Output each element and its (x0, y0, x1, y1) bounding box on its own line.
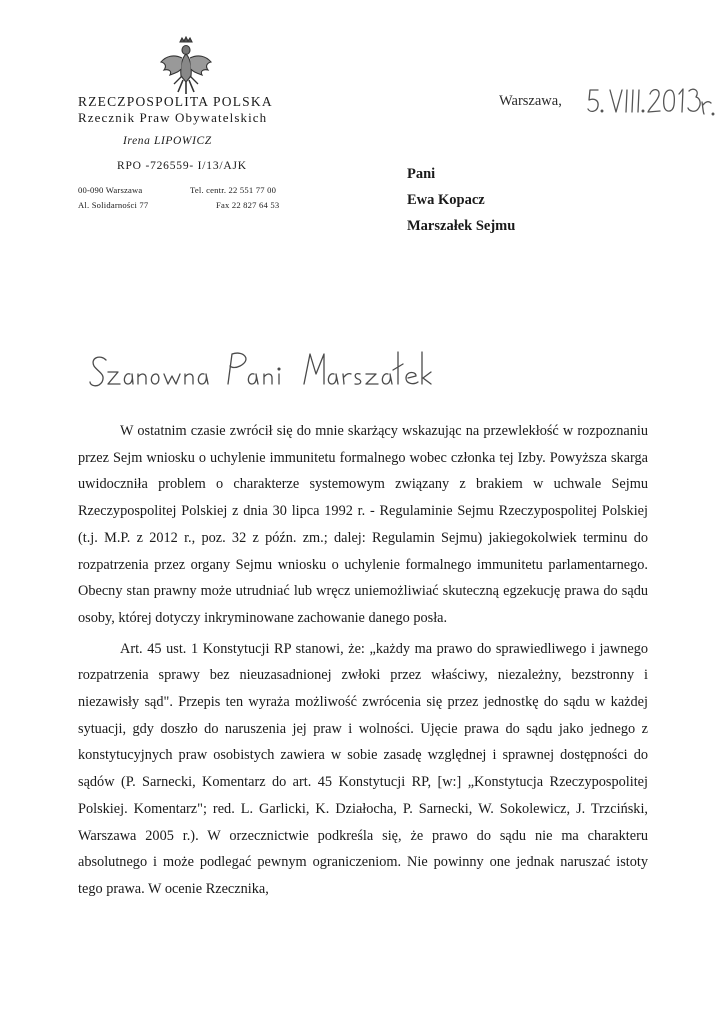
phone-number: Tel. centr. 22 551 77 00 (190, 185, 277, 195)
recipient-title: Marszałek Sejmu (407, 218, 516, 234)
letterhead-person: Irena LIPOWICZ (123, 135, 212, 147)
fax-number: Fax 22 827 64 53 (216, 200, 280, 210)
dateline-city: Warszawa, (499, 93, 562, 109)
letter-body (78, 418, 648, 903)
handwritten-salutation (88, 344, 433, 394)
recipient-name: Ewa Kopacz (407, 192, 485, 208)
recipient-salutation: Pani (407, 166, 436, 182)
body-paragraph-2: Art. 45 ust. 1 Konstytucji RP stanowi, że: „każdy ma prawo do sprawiedliwego i jawnego rozpatrzenia sprawy bez nieuzasadnionej zwłoki przez właściwy, niezależny, bezstronny i niezawisły sąd". Przepis ten wyraża możliwość zwrócenia się przez jednostkę do sądu w każdej sytuacji, gdy doszło do naruszenia jej praw i wolności. Ujęcie prawa do sądu jako jednego z konstytucyjnych praw osobistych zawiera w sobie zasadę względnej i sprawnej dostępności do sądów (P. Sarnecki, Komentarz do art. 45 Konstytucji RP, [w:] „Konstytucja Rzeczypospolitej Polskiej. Komentarz"; red. L. Garlicki, K. Działocha, P. Sarnecki, W. Sokolewicz, J. Trzciński, Warszawa 2005 r.). W orzecznictwie podkreśla się, że prawo do sądu nie ma charakteru absolutnego i może podlegać pewnym ograniczeniom. Nie powinny one jednak naruszać istoty tego prawa. W ocenie Rzecznika, (78, 640, 648, 897)
reference-number: RPO -726559- I/13/AJK (117, 160, 247, 172)
letterhead-office: Rzecznik Praw Obywatelskich (78, 110, 268, 125)
letterhead-country: RZECZPOSPOLITA POLSKA (78, 94, 273, 109)
eagle-emblem-icon (158, 36, 214, 96)
address-line-1: 00-090 Warszawa (78, 185, 143, 195)
address-line-2: Al. Solidarności 77 (78, 200, 149, 210)
handwritten-date (586, 82, 716, 122)
body-paragraph-1: W ostatnim czasie zwrócił się do mnie skarżący wskazując na przewlekłość w rozpoznaniu przez Sejm wniosku o uchylenie immunitetu formalnego wobec członka tej Izby. Powyższa skarga uwidoczniła problem o charakterze systemowym związany z brakiem w uchwale Sejmu Rzeczypospolitej Polskiej z dnia 30 lipca 1992 r. - Regulaminie Sejmu Rzeczypospolitej Polskiej (t.j. M.P. z 2012 r., poz. 32 z późn. zm.; dalej: Regulamin Sejmu) jakiegokolwiek terminu do rozpatrzenia przez organy Sejmu wniosku o uchylenie formalnego immunitetu parlamentarnego. Obecny stan prawny może utrudniać lub wręcz uniemożliwiać skuteczną egzekucję prawa do sądu osoby, której dotyczy inkryminowane zachowanie danego posła. (78, 423, 648, 626)
